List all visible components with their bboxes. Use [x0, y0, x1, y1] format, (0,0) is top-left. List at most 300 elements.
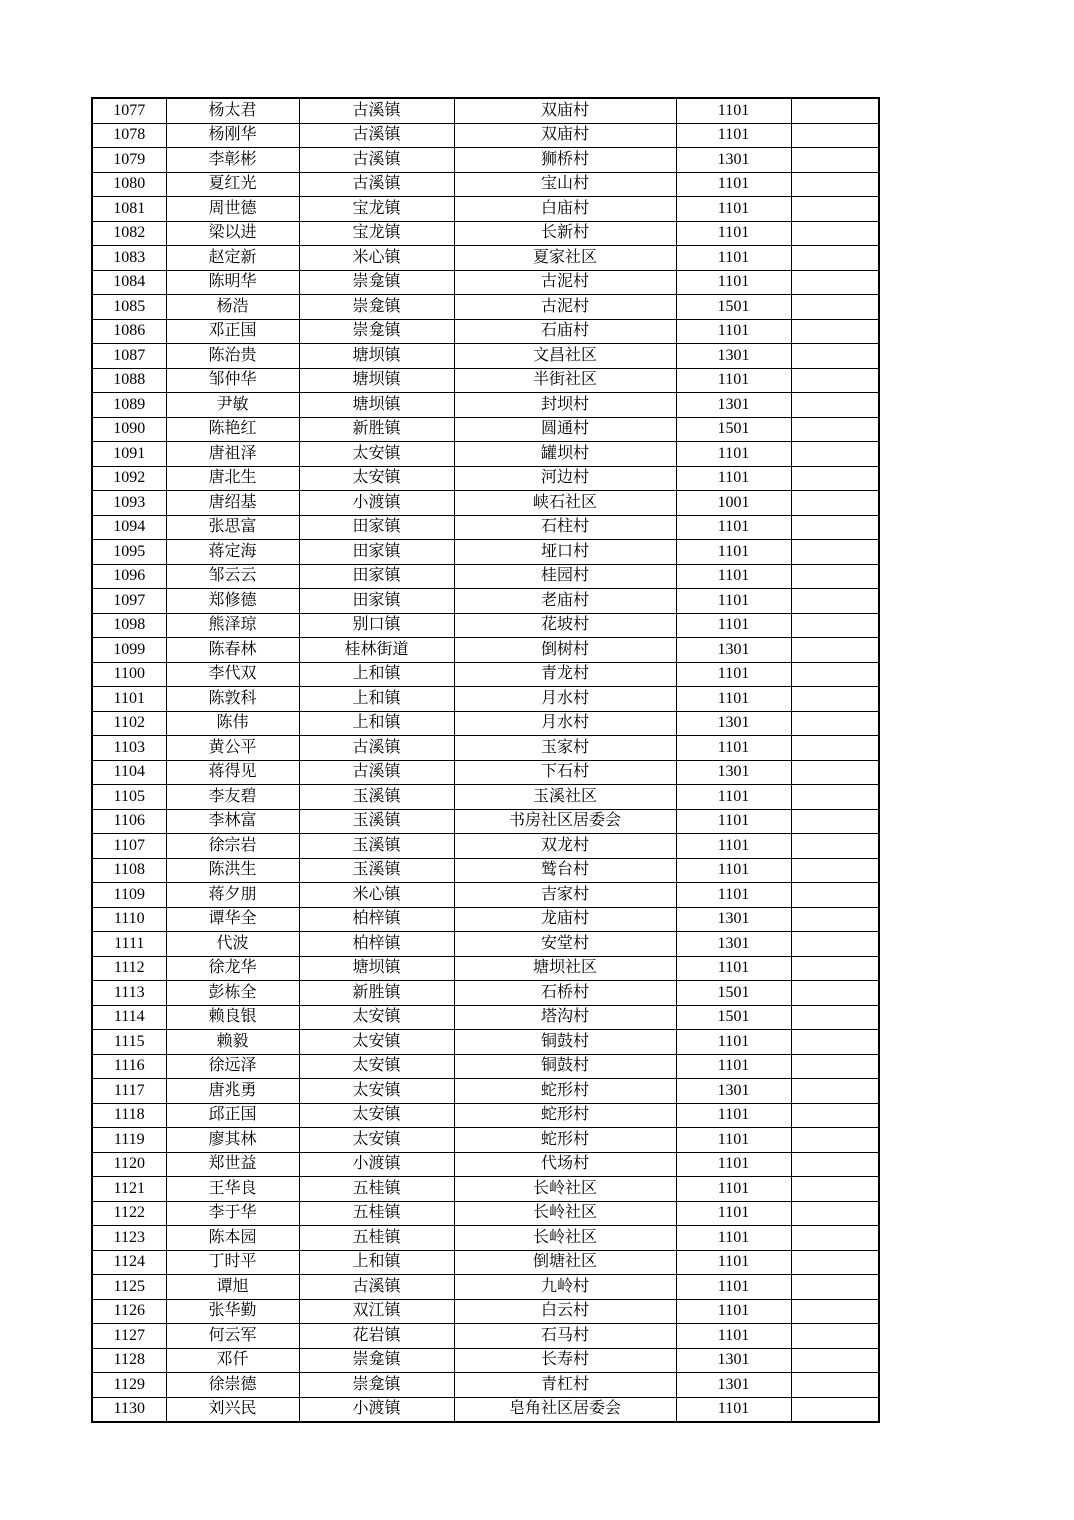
table-row [92, 858, 879, 883]
cell-number: 1083 [92, 246, 166, 271]
cell-note [791, 736, 879, 761]
cell-code: 1001 [676, 491, 791, 516]
cell-name: 李友碧 [166, 785, 299, 810]
cell-village: 老庙村 [454, 589, 676, 614]
cell-town: 太安镇 [299, 1128, 454, 1153]
cell-town: 太安镇 [299, 1054, 454, 1079]
cell-number: 1117 [92, 1079, 166, 1104]
cell-name: 张思富 [166, 515, 299, 540]
cell-number: 1105 [92, 785, 166, 810]
cell-number: 1122 [92, 1201, 166, 1226]
cell-note [791, 1128, 879, 1153]
cell-town: 崇龛镇 [299, 1373, 454, 1398]
table-row [92, 491, 879, 516]
cell-village: 垭口村 [454, 540, 676, 565]
cell-name: 唐祖泽 [166, 442, 299, 467]
cell-number: 1125 [92, 1275, 166, 1300]
table-row [92, 883, 879, 908]
cell-number: 1088 [92, 368, 166, 393]
cell-number: 1121 [92, 1177, 166, 1202]
cell-code: 1301 [676, 148, 791, 173]
cell-code: 1301 [676, 932, 791, 957]
cell-name: 赵定新 [166, 246, 299, 271]
cell-town: 小渡镇 [299, 1397, 454, 1422]
cell-number: 1101 [92, 687, 166, 712]
cell-note [791, 1079, 879, 1104]
cell-note [791, 123, 879, 148]
table-row [92, 613, 879, 638]
table-row [92, 834, 879, 859]
cell-note [791, 956, 879, 981]
cell-name: 郑世益 [166, 1152, 299, 1177]
cell-number: 1096 [92, 564, 166, 589]
table-row [92, 589, 879, 614]
cell-name: 谭旭 [166, 1275, 299, 1300]
cell-number: 1097 [92, 589, 166, 614]
cell-town: 崇龛镇 [299, 319, 454, 344]
cell-note [791, 613, 879, 638]
cell-name: 陈敦科 [166, 687, 299, 712]
cell-note [791, 319, 879, 344]
cell-code: 1301 [676, 1348, 791, 1373]
cell-name: 廖其林 [166, 1128, 299, 1153]
cell-town: 田家镇 [299, 540, 454, 565]
cell-village: 九岭村 [454, 1275, 676, 1300]
cell-code: 1101 [676, 1250, 791, 1275]
cell-name: 杨浩 [166, 295, 299, 320]
cell-town: 太安镇 [299, 1030, 454, 1055]
cell-village: 月水村 [454, 687, 676, 712]
table-row [92, 515, 879, 540]
cell-number: 1103 [92, 736, 166, 761]
cell-name: 徐龙华 [166, 956, 299, 981]
cell-village: 长岭社区 [454, 1226, 676, 1251]
cell-note [791, 246, 879, 271]
cell-name: 邱正国 [166, 1103, 299, 1128]
table-row [92, 295, 879, 320]
cell-village: 塘坝社区 [454, 956, 676, 981]
cell-code: 1501 [676, 417, 791, 442]
table-row [92, 98, 879, 123]
cell-village: 倒树村 [454, 638, 676, 663]
cell-number: 1130 [92, 1397, 166, 1422]
cell-name: 陈明华 [166, 270, 299, 295]
cell-village: 皂角社区居委会 [454, 1397, 676, 1422]
cell-town: 小渡镇 [299, 1152, 454, 1177]
cell-name: 邓仟 [166, 1348, 299, 1373]
cell-code: 1101 [676, 540, 791, 565]
cell-code: 1501 [676, 295, 791, 320]
cell-village: 铜鼓村 [454, 1054, 676, 1079]
cell-name: 唐北生 [166, 466, 299, 491]
cell-village: 青杠村 [454, 1373, 676, 1398]
cell-name: 代波 [166, 932, 299, 957]
cell-village: 双庙村 [454, 98, 676, 123]
table-row [92, 687, 879, 712]
table-row [92, 368, 879, 393]
cell-town: 宝龙镇 [299, 197, 454, 222]
cell-village: 桂园村 [454, 564, 676, 589]
cell-name: 杨刚华 [166, 123, 299, 148]
cell-note [791, 1005, 879, 1030]
cell-note [791, 638, 879, 663]
cell-note [791, 589, 879, 614]
cell-town: 田家镇 [299, 589, 454, 614]
cell-name: 陈春林 [166, 638, 299, 663]
cell-village: 铜鼓村 [454, 1030, 676, 1055]
cell-note [791, 1397, 879, 1422]
cell-name: 张华勤 [166, 1299, 299, 1324]
table-row [92, 1152, 879, 1177]
cell-town: 塘坝镇 [299, 344, 454, 369]
table-row [92, 417, 879, 442]
cell-village: 石柱村 [454, 515, 676, 540]
cell-number: 1091 [92, 442, 166, 467]
cell-number: 1095 [92, 540, 166, 565]
table-row [92, 907, 879, 932]
table-row [92, 172, 879, 197]
cell-number: 1113 [92, 981, 166, 1006]
cell-code: 1101 [676, 564, 791, 589]
cell-code: 1101 [676, 736, 791, 761]
cell-town: 五桂镇 [299, 1226, 454, 1251]
cell-note [791, 834, 879, 859]
cell-code: 1501 [676, 981, 791, 1006]
cell-note [791, 662, 879, 687]
cell-number: 1078 [92, 123, 166, 148]
table-row [92, 956, 879, 981]
table-row [92, 1030, 879, 1055]
cell-code: 1101 [676, 1226, 791, 1251]
cell-code: 1101 [676, 809, 791, 834]
table-row [92, 1250, 879, 1275]
cell-number: 1119 [92, 1128, 166, 1153]
cell-town: 上和镇 [299, 662, 454, 687]
cell-village: 书房社区居委会 [454, 809, 676, 834]
cell-village: 圆通村 [454, 417, 676, 442]
cell-village: 双庙村 [454, 123, 676, 148]
cell-town: 田家镇 [299, 564, 454, 589]
cell-name: 尹敏 [166, 393, 299, 418]
cell-code: 1101 [676, 270, 791, 295]
cell-town: 塘坝镇 [299, 956, 454, 981]
cell-note [791, 883, 879, 908]
cell-town: 双江镇 [299, 1299, 454, 1324]
cell-code: 1101 [676, 319, 791, 344]
cell-village: 长新村 [454, 221, 676, 246]
cell-village: 鹫台村 [454, 858, 676, 883]
table-row [92, 246, 879, 271]
cell-village: 双龙村 [454, 834, 676, 859]
cell-number: 1086 [92, 319, 166, 344]
cell-name: 郑修德 [166, 589, 299, 614]
table-row [92, 760, 879, 785]
cell-village: 狮桥村 [454, 148, 676, 173]
cell-number: 1084 [92, 270, 166, 295]
cell-town: 古溪镇 [299, 123, 454, 148]
cell-code: 1101 [676, 466, 791, 491]
table-row [92, 221, 879, 246]
cell-number: 1099 [92, 638, 166, 663]
cell-village: 玉家村 [454, 736, 676, 761]
cell-note [791, 932, 879, 957]
cell-name: 杨太君 [166, 98, 299, 123]
cell-name: 唐兆勇 [166, 1079, 299, 1104]
cell-name: 蒋夕朋 [166, 883, 299, 908]
cell-code: 1301 [676, 344, 791, 369]
cell-number: 1123 [92, 1226, 166, 1251]
cell-code: 1101 [676, 1275, 791, 1300]
cell-note [791, 760, 879, 785]
cell-code: 1101 [676, 1103, 791, 1128]
table-row [92, 981, 879, 1006]
table-row [92, 785, 879, 810]
cell-village: 青龙村 [454, 662, 676, 687]
table-row [92, 1397, 879, 1422]
table-row [92, 1275, 879, 1300]
cell-number: 1094 [92, 515, 166, 540]
table-row [92, 1054, 879, 1079]
cell-name: 李于华 [166, 1201, 299, 1226]
table-row [92, 540, 879, 565]
cell-note [791, 270, 879, 295]
cell-village: 白庙村 [454, 197, 676, 222]
cell-town: 玉溪镇 [299, 834, 454, 859]
cell-town: 别口镇 [299, 613, 454, 638]
cell-name: 徐远泽 [166, 1054, 299, 1079]
cell-note [791, 466, 879, 491]
cell-village: 河边村 [454, 466, 676, 491]
cell-code: 1101 [676, 1324, 791, 1349]
cell-code: 1101 [676, 123, 791, 148]
cell-name: 徐宗岩 [166, 834, 299, 859]
cell-name: 邓正国 [166, 319, 299, 344]
cell-village: 塔沟村 [454, 1005, 676, 1030]
cell-note [791, 1103, 879, 1128]
cell-note [791, 368, 879, 393]
table-row [92, 148, 879, 173]
cell-number: 1085 [92, 295, 166, 320]
cell-code: 1101 [676, 613, 791, 638]
table-row [92, 711, 879, 736]
cell-number: 1116 [92, 1054, 166, 1079]
cell-name: 陈艳红 [166, 417, 299, 442]
cell-code: 1301 [676, 711, 791, 736]
data-table [91, 97, 880, 1423]
cell-code: 1101 [676, 858, 791, 883]
cell-town: 上和镇 [299, 1250, 454, 1275]
table-row [92, 932, 879, 957]
cell-village: 白云村 [454, 1299, 676, 1324]
cell-town: 玉溪镇 [299, 785, 454, 810]
cell-number: 1089 [92, 393, 166, 418]
cell-name: 唐绍基 [166, 491, 299, 516]
cell-note [791, 1373, 879, 1398]
table-row [92, 638, 879, 663]
cell-code: 1101 [676, 785, 791, 810]
cell-name: 周世德 [166, 197, 299, 222]
cell-number: 1092 [92, 466, 166, 491]
cell-note [791, 221, 879, 246]
cell-village: 宝山村 [454, 172, 676, 197]
cell-name: 蒋定海 [166, 540, 299, 565]
cell-number: 1107 [92, 834, 166, 859]
cell-code: 1101 [676, 662, 791, 687]
cell-village: 古泥村 [454, 270, 676, 295]
cell-code: 1101 [676, 98, 791, 123]
cell-number: 1126 [92, 1299, 166, 1324]
cell-code: 1101 [676, 197, 791, 222]
cell-note [791, 491, 879, 516]
cell-number: 1077 [92, 98, 166, 123]
cell-note [791, 785, 879, 810]
cell-number: 1111 [92, 932, 166, 957]
cell-village: 花坡村 [454, 613, 676, 638]
cell-name: 王华良 [166, 1177, 299, 1202]
cell-village: 石庙村 [454, 319, 676, 344]
cell-village: 罐坝村 [454, 442, 676, 467]
cell-town: 田家镇 [299, 515, 454, 540]
cell-number: 1079 [92, 148, 166, 173]
cell-note [791, 1324, 879, 1349]
table-row [92, 466, 879, 491]
cell-number: 1093 [92, 491, 166, 516]
cell-note [791, 1030, 879, 1055]
cell-number: 1082 [92, 221, 166, 246]
cell-town: 上和镇 [299, 687, 454, 712]
table-row [92, 270, 879, 295]
cell-town: 五桂镇 [299, 1201, 454, 1226]
table-body [92, 98, 879, 1422]
cell-name: 邹仲华 [166, 368, 299, 393]
cell-note [791, 1250, 879, 1275]
table-row [92, 319, 879, 344]
cell-number: 1120 [92, 1152, 166, 1177]
cell-number: 1106 [92, 809, 166, 834]
cell-code: 1301 [676, 638, 791, 663]
cell-code: 1101 [676, 172, 791, 197]
cell-number: 1087 [92, 344, 166, 369]
cell-name: 陈治贵 [166, 344, 299, 369]
cell-town: 塘坝镇 [299, 368, 454, 393]
cell-number: 1110 [92, 907, 166, 932]
table-row [92, 1128, 879, 1153]
cell-code: 1101 [676, 368, 791, 393]
cell-name: 李代双 [166, 662, 299, 687]
cell-code: 1101 [676, 1201, 791, 1226]
cell-village: 封坝村 [454, 393, 676, 418]
cell-name: 熊泽琼 [166, 613, 299, 638]
cell-code: 1101 [676, 1397, 791, 1422]
cell-number: 1104 [92, 760, 166, 785]
cell-town: 崇龛镇 [299, 270, 454, 295]
table-row [92, 1226, 879, 1251]
cell-village: 下石村 [454, 760, 676, 785]
cell-town: 柏梓镇 [299, 907, 454, 932]
cell-number: 1118 [92, 1103, 166, 1128]
cell-town: 古溪镇 [299, 760, 454, 785]
cell-code: 1101 [676, 956, 791, 981]
cell-village: 代场村 [454, 1152, 676, 1177]
cell-note [791, 515, 879, 540]
cell-name: 赖良银 [166, 1005, 299, 1030]
cell-town: 小渡镇 [299, 491, 454, 516]
cell-town: 玉溪镇 [299, 809, 454, 834]
cell-number: 1129 [92, 1373, 166, 1398]
cell-village: 龙庙村 [454, 907, 676, 932]
cell-town: 米心镇 [299, 883, 454, 908]
cell-code: 1301 [676, 760, 791, 785]
table-row [92, 1201, 879, 1226]
cell-town: 上和镇 [299, 711, 454, 736]
cell-note [791, 981, 879, 1006]
cell-name: 黄公平 [166, 736, 299, 761]
cell-village: 玉溪社区 [454, 785, 676, 810]
cell-code: 1101 [676, 834, 791, 859]
cell-name: 陈本园 [166, 1226, 299, 1251]
cell-town: 太安镇 [299, 1079, 454, 1104]
table-row [92, 1177, 879, 1202]
cell-note [791, 687, 879, 712]
table-row [92, 1373, 879, 1398]
table-row [92, 1005, 879, 1030]
cell-code: 1101 [676, 221, 791, 246]
cell-name: 夏红光 [166, 172, 299, 197]
cell-town: 太安镇 [299, 1005, 454, 1030]
cell-town: 崇龛镇 [299, 1348, 454, 1373]
cell-town: 崇龛镇 [299, 295, 454, 320]
cell-note [791, 442, 879, 467]
cell-name: 梁以进 [166, 221, 299, 246]
cell-town: 五桂镇 [299, 1177, 454, 1202]
cell-town: 花岩镇 [299, 1324, 454, 1349]
cell-name: 丁时平 [166, 1250, 299, 1275]
table-row [92, 1079, 879, 1104]
cell-village: 石桥村 [454, 981, 676, 1006]
cell-village: 月水村 [454, 711, 676, 736]
cell-note [791, 172, 879, 197]
cell-note [791, 1152, 879, 1177]
table-row [92, 1103, 879, 1128]
cell-name: 陈伟 [166, 711, 299, 736]
cell-note [791, 197, 879, 222]
cell-code: 1101 [676, 1054, 791, 1079]
cell-note [791, 344, 879, 369]
cell-name: 谭华全 [166, 907, 299, 932]
cell-code: 1101 [676, 1177, 791, 1202]
cell-name: 邹云云 [166, 564, 299, 589]
cell-code: 1301 [676, 1079, 791, 1104]
cell-note [791, 907, 879, 932]
cell-name: 李林富 [166, 809, 299, 834]
cell-code: 1301 [676, 1373, 791, 1398]
table-row [92, 123, 879, 148]
cell-village: 长寿村 [454, 1348, 676, 1373]
cell-town: 古溪镇 [299, 148, 454, 173]
cell-code: 1101 [676, 883, 791, 908]
cell-note [791, 711, 879, 736]
cell-note [791, 1177, 879, 1202]
cell-number: 1128 [92, 1348, 166, 1373]
cell-number: 1108 [92, 858, 166, 883]
cell-number: 1098 [92, 613, 166, 638]
cell-code: 1101 [676, 1030, 791, 1055]
table-row [92, 1299, 879, 1324]
cell-note [791, 295, 879, 320]
cell-note [791, 393, 879, 418]
cell-note [791, 1054, 879, 1079]
cell-town: 太安镇 [299, 466, 454, 491]
